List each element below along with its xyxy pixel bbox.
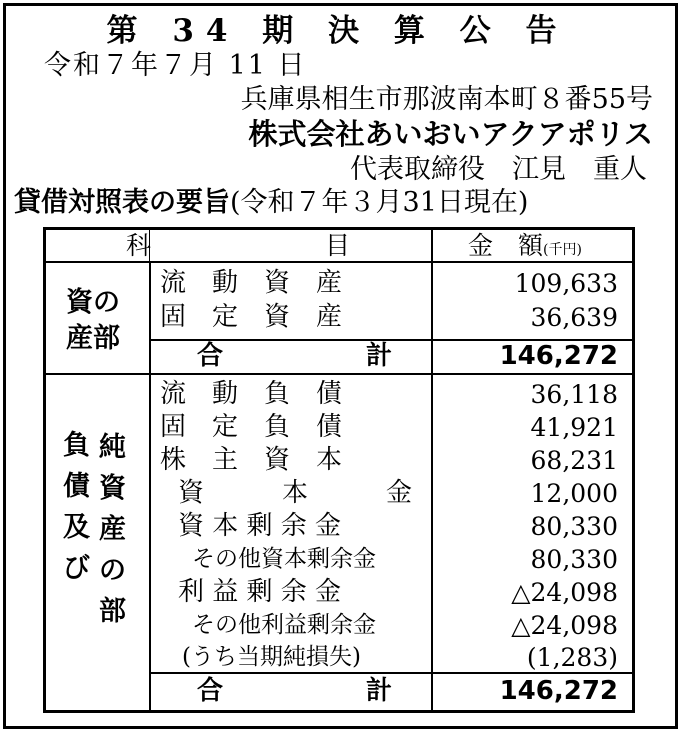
side-char: 部 xyxy=(99,596,126,628)
liabilities-total-label-left: 合 xyxy=(197,676,224,706)
asset-row-label: 流 動 資 産 xyxy=(160,268,343,298)
balance-sheet-heading xyxy=(14,189,528,216)
assets-label-line2: 産部 xyxy=(66,323,120,355)
liability-row-value: 36,118 xyxy=(530,380,618,409)
liability-row-value: 80,330 xyxy=(530,512,618,541)
liability-row-label: 固 定 負 債 xyxy=(160,412,343,442)
representative: 代表取締役 江見 重人 xyxy=(350,154,647,185)
balance-sheet-table xyxy=(43,227,635,713)
heading-date: (令和７年３月31日現在) xyxy=(230,187,529,218)
liability-row-label: 利 益 剰 余 金 xyxy=(178,577,342,607)
liabilities-label-col2 xyxy=(99,427,126,632)
asset-row-label: 固 定 資 産 xyxy=(160,302,343,332)
assets-total-value: 146,272 xyxy=(499,341,618,371)
liability-row-label: (うち当期純損失) xyxy=(182,644,361,670)
assets-section-label xyxy=(66,285,120,358)
liabilities-label-col1 xyxy=(63,425,90,589)
side-char: 債 xyxy=(63,471,90,503)
liability-row-label: 資 本 金 xyxy=(178,478,413,508)
liability-row-value: 12,000 xyxy=(530,479,618,508)
liability-row-value: 68,231 xyxy=(530,446,618,475)
liability-row-value: △24,098 xyxy=(511,611,618,640)
asset-row-value: 109,633 xyxy=(514,269,618,298)
company-address: 兵庫県相生市那波南本町８番55号 xyxy=(240,84,653,115)
liability-row-value: △24,098 xyxy=(511,578,618,607)
assets-label-line1: 資の xyxy=(66,287,120,318)
notice-date: 令和７年７月 11 日 xyxy=(44,50,307,81)
header-unit: (千円) xyxy=(543,242,582,258)
liability-row-label: 流 動 負 債 xyxy=(160,379,343,409)
liabilities-total-label-right: 計 xyxy=(366,676,393,706)
header-subject-right: 目 xyxy=(325,231,351,260)
assets-total-label-right: 計 xyxy=(366,341,393,371)
liability-row-label: 資 本 剰 余 金 xyxy=(178,511,342,541)
notice-title: 第 34 期 決 算 公 告 xyxy=(106,13,569,49)
header-amount-label: 金 額 xyxy=(468,231,544,260)
liability-row-value: (1,283) xyxy=(526,643,618,672)
header-amount xyxy=(468,233,582,258)
side-char: 産 xyxy=(99,514,126,546)
liabilities-total-value: 146,272 xyxy=(499,676,618,706)
side-char: 資 xyxy=(99,473,126,505)
asset-row-value: 36,639 xyxy=(530,303,618,332)
liability-row-label: 株 主 資 本 xyxy=(160,445,343,475)
liability-row-value: 80,330 xyxy=(530,545,618,574)
side-char: 負 xyxy=(63,430,90,461)
liability-row-label: その他利益剰余金 xyxy=(192,612,376,638)
header-subject-left: 科 xyxy=(126,231,152,260)
side-char: 純 xyxy=(99,432,126,463)
heading-main: 貸借対照表の要旨 xyxy=(14,187,230,218)
side-char: の xyxy=(99,555,126,587)
assets-total-label-left: 合 xyxy=(197,341,224,371)
side-char: 及 xyxy=(63,512,90,544)
side-char: び xyxy=(63,553,90,585)
company-name: 株式会社あいおいアクアポリス xyxy=(248,117,653,151)
liability-row-value: 41,921 xyxy=(530,413,618,442)
liability-row-label: その他資本剰余金 xyxy=(192,546,376,572)
